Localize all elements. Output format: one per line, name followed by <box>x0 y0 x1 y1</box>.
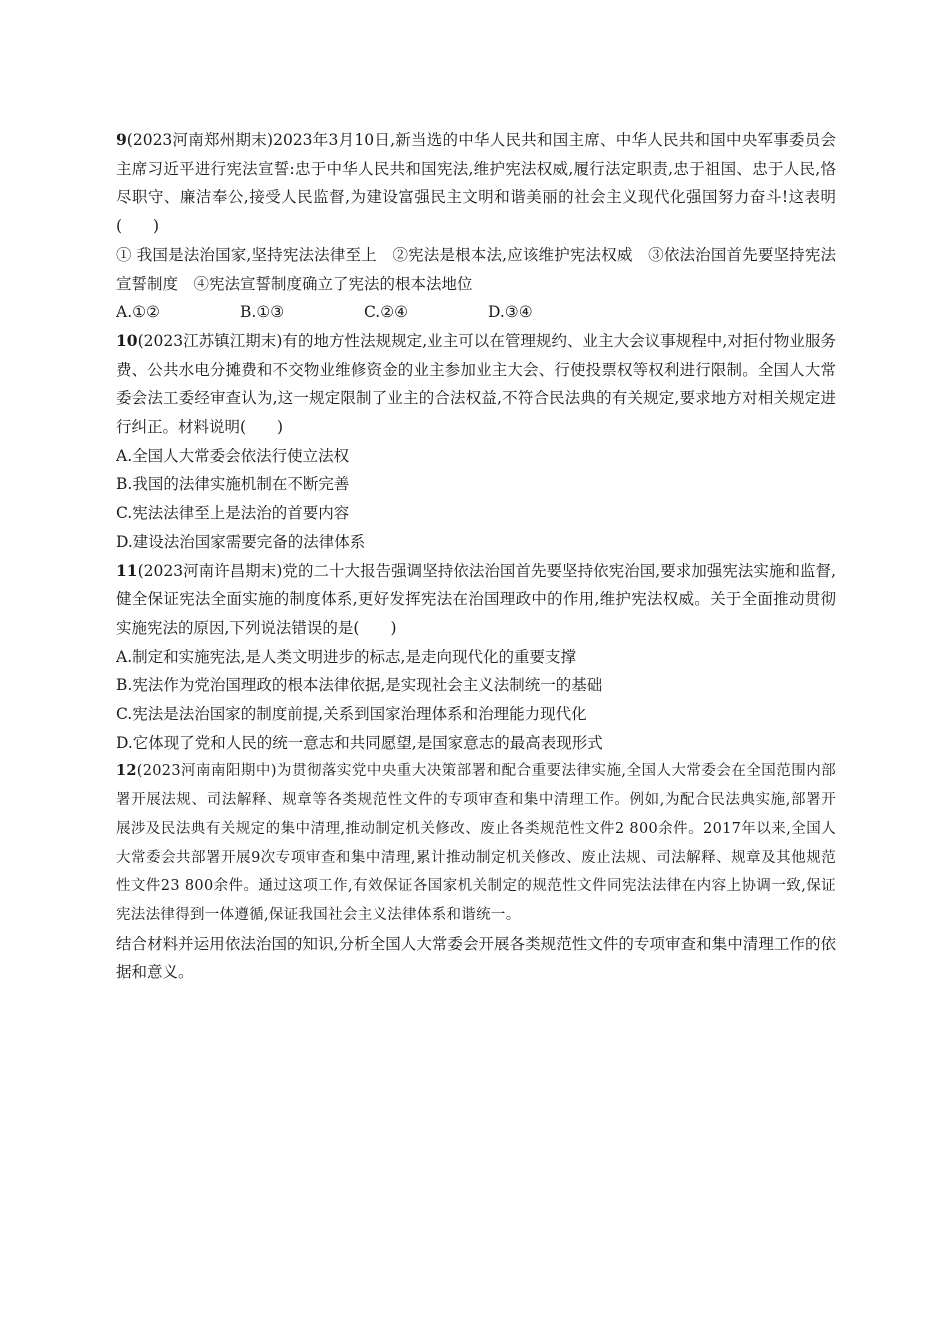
option-a[interactable]: A.全国人大常委会依法行使立法权 <box>116 446 350 465</box>
question-stem <box>116 327 836 442</box>
option-row <box>116 298 836 327</box>
option-b[interactable]: B.①③ <box>240 303 285 322</box>
option-d[interactable]: D.③④ <box>488 303 533 322</box>
question-12 <box>116 757 836 987</box>
question-list <box>116 126 836 987</box>
question-11 <box>116 557 836 758</box>
question-number: 12 <box>116 762 137 780</box>
option-c[interactable]: C.宪法法律至上是法治的首要内容 <box>116 504 350 523</box>
option-d[interactable]: D.它体现了党和人民的统一意志和共同愿望,是国家意志的最高表现形式 <box>116 733 603 752</box>
question-stem <box>116 126 836 241</box>
option-d[interactable]: D.建设法治国家需要完备的法律体系 <box>116 532 366 551</box>
option-a[interactable]: A.制定和实施宪法,是人类文明进步的标志,是走向现代化的重要支撑 <box>116 647 576 666</box>
question-source: (2023河南郑州期末) <box>126 131 274 149</box>
question-task: 结合材料并运用依法治国的知识,分析全国人大常委会开展各类规范性文件的专项审查和集中清理工作的依据和意义。 <box>116 934 836 982</box>
question-stem <box>116 557 836 643</box>
question-text: 2023年3月10日,新当选的中华人民共和国主席、中华人民共和国中央军事委员会主席习近平进行宪法宣誓:忠于中华人民共和国宪法,维护宪法权威,履行法定职责,忠于祖国、忠于人民,恪尽职守、廉洁奉公,接受人民监督,为建设富强民主文明和谐美丽的社会主义现代化强国努力奋斗!这表明( ) <box>116 131 836 236</box>
question-number: 9 <box>116 130 127 149</box>
question-text: 党的二十大报告强调坚持依法治国首先要坚持依宪治国,要求加强宪法实施和监督,健全保证宪法全面实施的制度体系,更好发挥宪法在治国理政中的作用,维护宪法权威。关于全面推动贯彻实施宪法的原因,下列说法错误的是( ) <box>116 561 837 637</box>
question-material <box>116 757 836 929</box>
question-statements: ① 我国是法治国家,坚持宪法法律至上 ②宪法是根本法,应该维护宪法权威 ③依法治国首先要坚持宪法宣誓制度 ④宪法宣誓制度确立了宪法的根本法地位 <box>116 245 836 293</box>
option-c[interactable]: C.宪法是法治国家的制度前提,关系到国家治理体系和治理能力现代化 <box>116 705 587 724</box>
option-c[interactable]: C.②④ <box>364 303 409 322</box>
question-source: (2023河南南阳期中) <box>136 763 277 780</box>
material-text: 为贯彻落实党中央重大决策部署和配合重要法律实施,全国人大常委会在全国范围内部署开展法规、司法解释、规章等各类规范性文件的专项审查和集中清理工作。例如,为配合民法典实施,部署开展涉及民法典有关规定的集中清理,推动制定机关修改、废止各类规范性文件2 800余件。2017年以来,全国人大常委会共部署开展9次专项审查和集中清理,累计推动制定机关修改、废止法规、司法解释、规章及其他规范性文件23 800余件。通过这项工作,有效保证各国家机关制定的规范性文件同宪法法律在内容上协调一致,保证宪法法律得到一体遵循,保证我国社会主义法律体系和谐统一。 <box>116 763 836 923</box>
question-source: (2023江苏镇江期末) <box>137 331 283 350</box>
question-10 <box>116 327 836 557</box>
question-number: 10 <box>116 330 138 350</box>
option-b[interactable]: B.我国的法律实施机制在不断完善 <box>116 475 350 494</box>
question-text: 有的地方性法规规定,业主可以在管理规约、业主大会议事规程中,对拒付物业服务费、公共水电分摊费和不交物业维修资金的业主参加业主大会、行使投票权等权利进行限制。全国人大常委会法工委经审查认为,这一规定限制了业主的合法权益,不符合民法典的有关规定,要求地方对相关规定进行纠正。材料说明( ) <box>116 331 837 437</box>
question-9 <box>116 126 836 327</box>
question-number: 11 <box>116 560 138 580</box>
option-b[interactable]: B.宪法作为党治国理政的根本法律依据,是实现社会主义法制统一的基础 <box>116 676 603 695</box>
question-source: (2023河南许昌期末) <box>137 561 283 580</box>
option-a[interactable]: A.①② <box>116 303 160 322</box>
